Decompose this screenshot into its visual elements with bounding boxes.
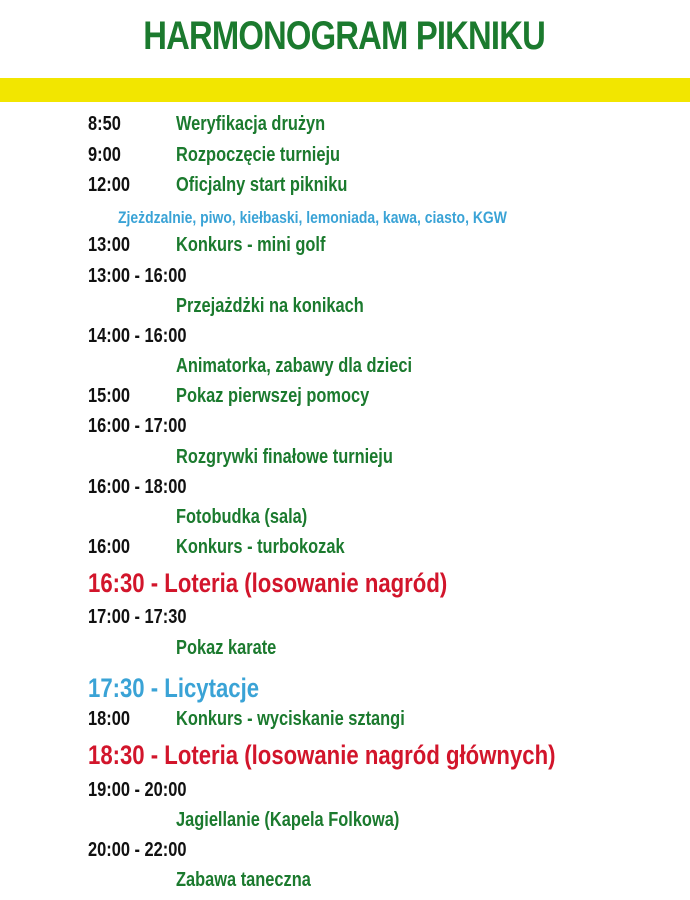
schedule-row: [0, 637, 690, 667]
schedule-row: [0, 325, 690, 355]
schedule-activity: Konkurs - turbokozak: [176, 536, 345, 558]
highlight-event-red: 16:30 - Loteria (losowanie nagród): [88, 568, 448, 598]
schedule-row: [0, 385, 690, 415]
schedule-time: 16:00 - 18:00: [88, 476, 187, 498]
schedule-row: [0, 536, 690, 566]
schedule-activity: Rozpoczęcie turnieju: [176, 144, 341, 166]
schedule-row: [0, 568, 690, 598]
schedule-activity: Oficjalny start pikniku: [176, 174, 348, 196]
schedule-activity: Fotobudka (sala): [176, 506, 308, 528]
schedule-row: [0, 113, 690, 143]
schedule-row: [0, 869, 690, 899]
schedule-row: [0, 708, 690, 738]
schedule-row: [0, 265, 690, 295]
schedule-activity: Konkurs - wyciskanie sztangi: [176, 708, 405, 730]
schedule-row: [0, 355, 690, 385]
schedule-row: [0, 809, 690, 839]
schedule-time: 15:00: [88, 385, 130, 407]
schedule-time: 16:00: [88, 536, 130, 558]
schedule-activity: Jagiellanie (Kapela Folkowa): [176, 809, 400, 831]
highlight-event-blue: 17:30 - Licytacje: [88, 673, 260, 703]
page-title: HARMONOGRAM PIKNIKU: [143, 14, 545, 58]
yellow-divider-bar: [0, 78, 690, 102]
schedule-note: Zjeżdzalnie, piwo, kiełbaski, lemoniada, kawa, ciasto, KGW: [118, 208, 507, 227]
schedule-row: [0, 673, 690, 703]
schedule-activity: Weryfikacja drużyn: [176, 113, 326, 135]
schedule-row: [0, 295, 690, 325]
schedule-time: 16:00 - 17:00: [88, 415, 187, 437]
schedule-row: [0, 415, 690, 445]
schedule-time: 18:00: [88, 708, 130, 730]
schedule-time: 19:00 - 20:00: [88, 779, 187, 801]
schedule-row: [0, 839, 690, 869]
schedule-time: 17:00 - 17:30: [88, 606, 187, 628]
schedule-row: [0, 144, 690, 174]
schedule-activity: Konkurs - mini golf: [176, 234, 326, 256]
schedule-row: [0, 740, 690, 770]
schedule-row: [0, 506, 690, 536]
schedule-row: [0, 205, 690, 235]
schedule-time: 9:00: [88, 144, 121, 166]
schedule-activity: Pokaz karate: [176, 637, 277, 659]
schedule-time: 12:00: [88, 174, 130, 196]
schedule-row: [0, 779, 690, 809]
schedule-row: [0, 446, 690, 476]
schedule-activity: Rozgrywki finałowe turnieju: [176, 446, 393, 468]
schedule-row: [0, 476, 690, 506]
schedule-row: [0, 234, 690, 264]
schedule-activity: Animatorka, zabawy dla dzieci: [176, 355, 413, 377]
schedule-time: 14:00 - 16:00: [88, 325, 187, 347]
schedule-activity: Zabawa taneczna: [176, 869, 311, 891]
schedule-time: 8:50: [88, 113, 121, 135]
schedule-time: 13:00 - 16:00: [88, 265, 187, 287]
highlight-event-red: 18:30 - Loteria (losowanie nagród głównych): [88, 740, 556, 770]
schedule-time: 13:00: [88, 234, 130, 256]
schedule-row: [0, 174, 690, 204]
schedule-row: [0, 606, 690, 636]
schedule-time: 20:00 - 22:00: [88, 839, 187, 861]
schedule-activity: Pokaz pierwszej pomocy: [176, 385, 370, 407]
schedule-activity: Przejażdżki na konikach: [176, 295, 364, 317]
